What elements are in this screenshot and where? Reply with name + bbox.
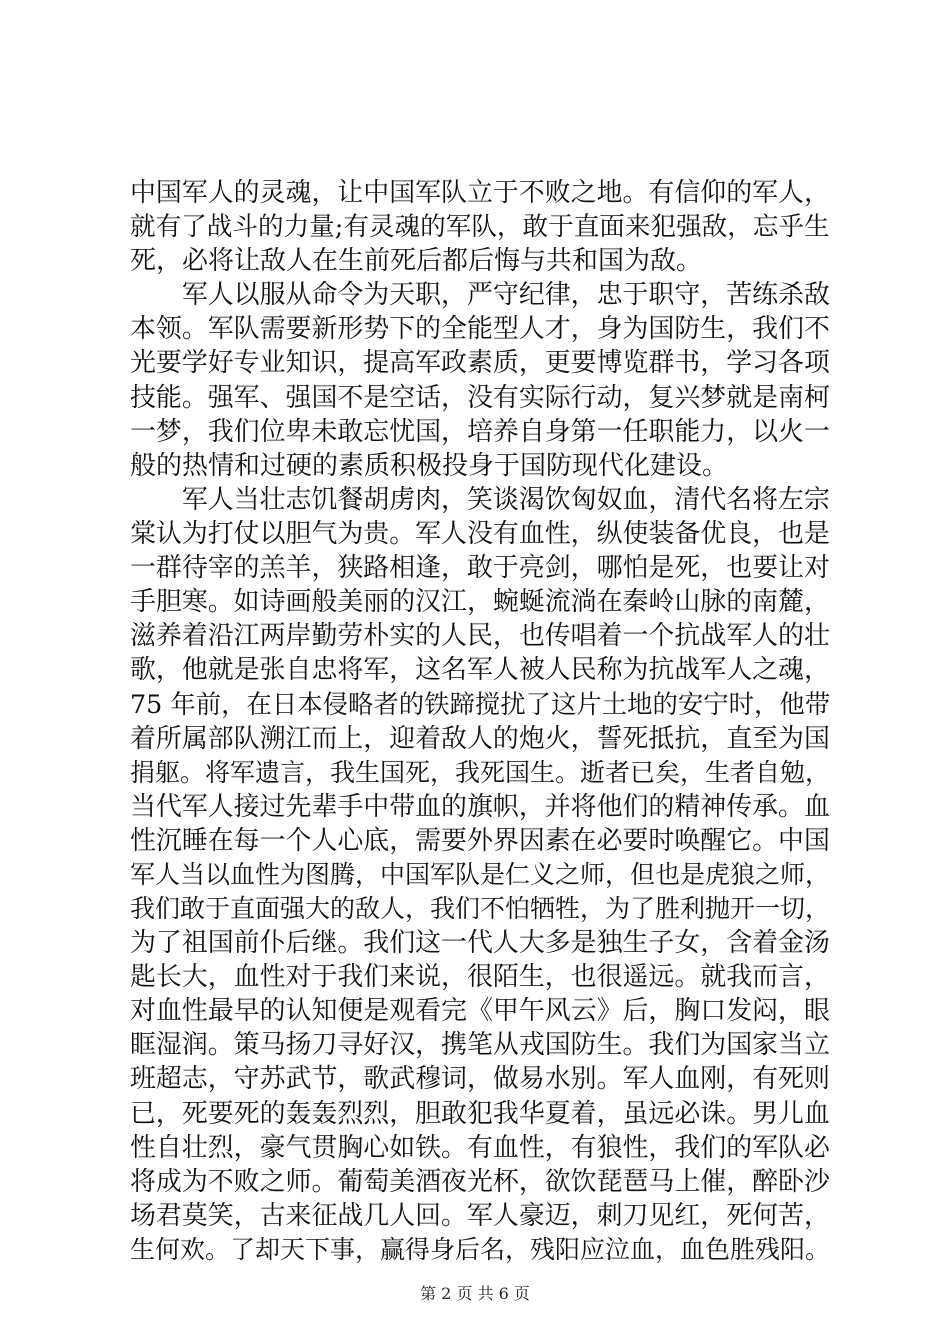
text-line: 军人当以血性为图腾，中国军队是仁义之师，但也是虎狼之师，: [130, 859, 831, 889]
text-line: 就有了战斗的力量;有灵魂的军队，敢于直面来犯强敌，忘乎生: [130, 212, 830, 243]
text-line: 军人以服从命令为天职，严守纪律，忠于职守，苦练杀敌: [130, 280, 830, 311]
text-line: 眶湿润。策马扬刀寻好汉，携笔从戎国防生。我们为国家当立: [130, 1030, 830, 1061]
body-text: [130, 176, 830, 1267]
text-line: 为了祖国前仆后继。我们这一代人大多是独生子女，含着金汤: [130, 928, 830, 959]
text-line: 一群待宰的羔羊，狭路相逢，敢于亮剑，哪怕是死，也要让对: [130, 553, 830, 584]
text-line: 场君莫笑，古来征战几人回。军人豪迈，刺刀见红，死何苦，: [130, 1200, 830, 1231]
text-line: 歌，他就是张自忠将军，这名军人被人民称为抗战军人之魂，: [130, 655, 830, 686]
text-line: 已，死要死的轰轰烈烈，胆敢犯我华夏着，虽远必诛。男儿血: [130, 1098, 830, 1129]
text-line: 对血性最早的认知便是观看完《甲午风云》后，胸口发闷，眼: [130, 996, 830, 1027]
page-number: 第 2 页 共 6 页: [420, 1284, 530, 1303]
text-line: 匙长大，血性对于我们来说，很陌生，也很遥远。就我而言，: [130, 962, 830, 993]
text-line: 般的热情和过硬的素质积极投身于国防现代化建设。: [130, 450, 729, 481]
text-line: 捐躯。将军遗言，我生国死，我死国生。逝者已矣，生者自勉，: [130, 757, 831, 787]
page-footer: [0, 1281, 950, 1304]
text-line: 将成为不败之师。葡萄美酒夜光杯，欲饮琵琶马上催，醉卧沙: [130, 1166, 830, 1197]
text-line: 生何欢。了却天下事，赢得身后名，残阳应泣血，血色胜残阳。: [130, 1234, 831, 1264]
text-line: 本领。军队需要新形势下的全能型人才，身为国防生，我们不: [130, 314, 830, 345]
text-line: 我们敢于直面强大的敌人，我们不怕牺牲，为了胜利抛开一切，: [130, 893, 831, 923]
text-line: 一梦，我们位卑未敢忘忧国，培养自身第一任职能力，以火一: [130, 416, 830, 447]
text-line: 75 年前，在日本侵略者的铁蹄搅扰了这片土地的安宁时，他带: [130, 689, 831, 720]
text-line: 滋养着沿江两岸勤劳朴实的人民，也传唱着一个抗战军人的壮: [130, 621, 830, 652]
text-line: 死，必将让敌人在生前死后都后悔与共和国为敌。: [130, 246, 703, 277]
text-line: 性沉睡在每一个人心底，需要外界因素在必要时唤醒它。中国: [130, 825, 830, 856]
text-line: 手胆寒。如诗画般美丽的汉江，蜿蜒流淌在秦岭山脉的南麓，: [130, 587, 830, 618]
text-line: 棠认为打仗以胆气为贵。军人没有血性，纵使装备优良，也是: [130, 518, 830, 549]
text-line: 当代军人接过先辈手中带血的旗帜，并将他们的精神传承。血: [130, 791, 830, 822]
text-line: 光要学好专业知识，提高军政素质，更要博览群书，学习各项: [130, 348, 830, 379]
text-line: 中国军人的灵魂，让中国军队立于不败之地。有信仰的军人，: [130, 178, 830, 208]
text-line: 性自壮烈，豪气贯胸心如铁。有血性，有狼性，我们的军队必: [130, 1132, 830, 1163]
text-line: 技能。强军、强国不是空话，没有实际行动，复兴梦就是南柯: [130, 382, 830, 413]
text-line: 班超志，守苏武节，歌武穆词，做易水别。军人血刚，有死则: [130, 1064, 830, 1095]
text-line: 着所属部队溯江而上，迎着敌人的炮火，誓死抵抗，直至为国: [130, 723, 830, 754]
text-line: 军人当壮志饥餐胡虏肉，笑谈渴饮匈奴血，清代名将左宗: [130, 484, 830, 515]
